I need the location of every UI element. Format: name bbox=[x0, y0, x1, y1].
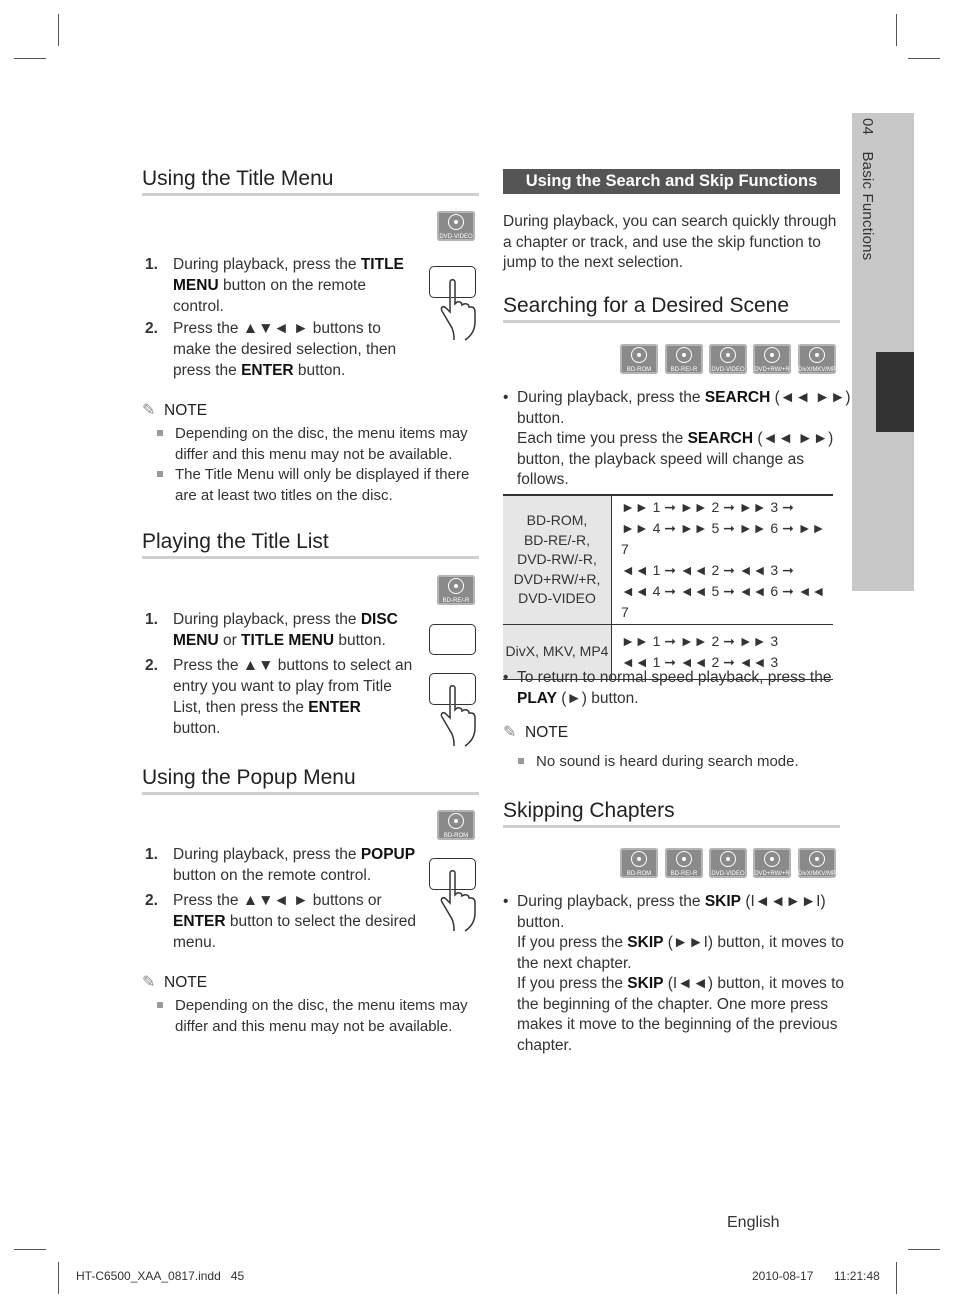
heading-search: Searching for a Desired Scene bbox=[503, 294, 789, 317]
crop-mark bbox=[908, 58, 940, 59]
step-2: 2. Press the ▲▼◄ ► buttons to make the desired selection, then press the ENTER button. bbox=[145, 320, 397, 379]
disc-icon-bd-rom: BD-ROM bbox=[620, 848, 658, 878]
crop-mark bbox=[896, 1262, 897, 1294]
remote-button-illustration bbox=[429, 624, 476, 655]
square-bullet-icon bbox=[518, 758, 524, 764]
footer-date: 2010-08-17 bbox=[752, 1269, 814, 1283]
section-banner: Using the Search and Skip Functions bbox=[503, 169, 840, 194]
disc-icon-bd-rom: BD-ROM bbox=[437, 810, 475, 840]
pencil-icon: ✎ bbox=[142, 402, 156, 419]
crop-mark bbox=[14, 58, 46, 59]
hand-icon bbox=[440, 278, 482, 342]
disc-icon-bd-re: BD-RE/-R bbox=[665, 848, 703, 878]
chapter-title: Basic Functions bbox=[859, 151, 876, 261]
hand-icon bbox=[440, 869, 482, 933]
table-row bbox=[503, 495, 833, 625]
note-item: The Title Menu will only be displayed if there are at least two titles on the disc. bbox=[157, 465, 487, 506]
crop-mark bbox=[896, 14, 897, 46]
disc-icon-divx: DivX/MKV/MP4 bbox=[798, 848, 836, 878]
disc-icon-bd-rom: BD-ROM bbox=[620, 344, 658, 374]
table-cell: ►► 1 ➞ ►► 2 ➞ ►► 3 ➞ ►► 4 ➞ ►► 5 ➞ ►► 6 ➞ ►► 7 ◄◄ 1 ➞ ◄◄ 2 ➞ ◄◄ 3 ➞ ◄◄ 4 ➞ ◄◄ 5 ➞ ◄◄ 6 ➞ ◄◄ 7 bbox=[612, 495, 834, 625]
disc-icon-bd-re: BD-RE/-R bbox=[437, 575, 475, 605]
disc-icon-dvd-rw: DVD+RW/+R bbox=[753, 344, 791, 374]
disc-icon-bd-re: BD-RE/-R bbox=[665, 344, 703, 374]
heading-rule bbox=[142, 792, 479, 795]
table-cell: BD-ROM, BD-RE/-R, DVD-RW/-R, DVD+RW/+R, DVD-VIDEO bbox=[503, 495, 612, 625]
disc-icon-dvd-video: DVD-VIDEO bbox=[709, 848, 747, 878]
hand-icon bbox=[440, 684, 482, 748]
chapter-tab-label bbox=[852, 118, 876, 318]
crop-mark bbox=[58, 14, 59, 46]
step-1: 1. During playback, press the DISC MENU or TITLE MENU button. bbox=[145, 611, 398, 649]
heading-title-menu: Using the Title Menu bbox=[142, 167, 334, 190]
square-bullet-icon bbox=[157, 471, 163, 477]
bullet-item: • To return to normal speed playback, press the PLAY (►) button. bbox=[503, 669, 832, 707]
heading-rule bbox=[503, 320, 840, 323]
note-header: ✎ NOTE bbox=[142, 974, 208, 991]
heading-rule bbox=[503, 825, 840, 828]
square-bullet-icon bbox=[157, 1002, 163, 1008]
footer-file: HT-C6500_XAA_0817.indd 45 bbox=[76, 1269, 245, 1283]
footer-time: 11:21:48 bbox=[834, 1269, 880, 1283]
crop-mark bbox=[908, 1249, 940, 1250]
step-2: 2. Press the ▲▼◄ ► buttons or ENTER button to select the desired menu. bbox=[145, 892, 416, 951]
pencil-icon: ✎ bbox=[503, 724, 517, 741]
footer-language: English bbox=[727, 1214, 780, 1231]
note-item: Depending on the disc, the menu items may differ and this menu may not be available. bbox=[157, 424, 487, 465]
heading-popup-menu: Using the Popup Menu bbox=[142, 766, 356, 789]
note-item: No sound is heard during search mode. bbox=[518, 752, 838, 773]
intro-paragraph: During playback, you can search quickly through a chapter or track, and use the skip function to jump to the next selection. bbox=[503, 213, 837, 271]
step-2: 2. Press the ▲▼ buttons to select an entry you want to play from Title List, then press the ENTER button. bbox=[145, 657, 413, 737]
heading-title-list: Playing the Title List bbox=[142, 530, 329, 553]
crop-mark bbox=[14, 1249, 46, 1250]
disc-icon-dvd-video: DVD-VIDEO bbox=[709, 344, 747, 374]
chapter-number: 04 bbox=[859, 118, 876, 136]
heading-skip: Skipping Chapters bbox=[503, 799, 675, 822]
table-cell: DivX, MKV, MP4 bbox=[503, 625, 612, 680]
square-bullet-icon bbox=[157, 430, 163, 436]
bullet-item: • During playback, press the SKIP (I◄◄►►I) button. If you press the SKIP (►►I) button, it moves to the next chapter. If you press the SKIP (I◄◄) button, it moves to the beginning of the chapter. One more press makes it move to the beginning of the previous chapter. bbox=[503, 893, 845, 1054]
search-speed-table bbox=[503, 494, 833, 680]
disc-icon-dvd-rw: DVD+RW/+R bbox=[753, 848, 791, 878]
note-header: ✎ NOTE bbox=[142, 402, 208, 419]
step-1: 1. During playback, press the POPUP button on the remote control. bbox=[145, 846, 416, 884]
note-item: Depending on the disc, the menu items may differ and this menu may not be available. bbox=[157, 996, 487, 1037]
crop-mark bbox=[58, 1262, 59, 1294]
table-cell: ►► 1 ➞ ►► 2 ➞ ►► 3 ◄◄ 1 ➞ ◄◄ 2 ➞ ◄◄ 3 bbox=[612, 625, 834, 680]
disc-icon-divx: DivX/MKV/MP4 bbox=[798, 344, 836, 374]
heading-rule bbox=[142, 193, 479, 196]
disc-icon-dvd-video: DVD-VIDEO bbox=[437, 211, 475, 241]
step-1: 1. During playback, press the TITLE MENU button on the remote control. bbox=[145, 256, 404, 315]
heading-rule bbox=[142, 556, 479, 559]
note-header: ✎ NOTE bbox=[503, 724, 569, 741]
bullet-item: • During playback, press the SEARCH (◄◄ ►►) button. Each time you press the SEARCH (◄◄ ►►) button, the playback speed will change as follows. bbox=[503, 389, 851, 488]
pencil-icon: ✎ bbox=[142, 974, 156, 991]
chapter-tab-marker bbox=[876, 352, 914, 432]
